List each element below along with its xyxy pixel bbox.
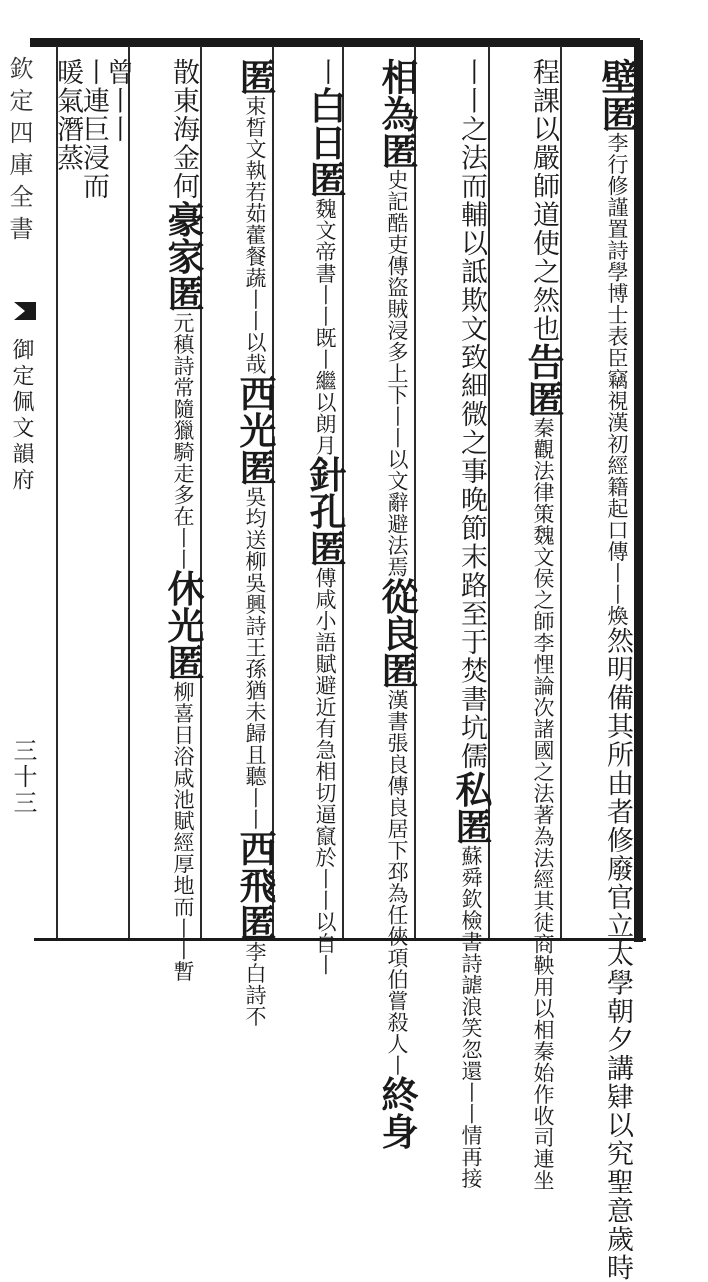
- column-rule: [272, 46, 274, 938]
- text-column-6: [206, 58, 272, 938]
- annotation-note: 傅咸小語賦避近有急相切逼竄於丨丨以自丨: [314, 567, 336, 976]
- entry-headword: 匿: [233, 58, 277, 95]
- annotation-note: 李行修謹置詩學博士表臣竊視漢初經籍起口傳丨丨煥: [606, 132, 628, 627]
- text-column-7: [134, 58, 200, 938]
- column-rule: [414, 46, 416, 938]
- entry-headword: 西飛匿: [233, 830, 277, 941]
- column-rule: [200, 46, 202, 938]
- annotation-note: 吳均送柳吳興詩王孫猶未歸且聽丨丨: [244, 486, 266, 830]
- entry-headword: 壁匿: [595, 58, 639, 132]
- body-text: 丨丨之法而輔以詆欺文致細微之事晚節末路至于焚書坑儒: [456, 58, 487, 771]
- text-column-8: [108, 58, 134, 938]
- body-text: 丨連巨浸而: [78, 58, 109, 201]
- annotation-note: 秦觀法律策魏文侯之師李悝論次諸國之法著為法經其徒商鞅用以相秦始作收司連坐: [532, 417, 554, 1191]
- entry-headword: 告匿: [521, 343, 565, 417]
- frame-top-rule: [30, 38, 640, 47]
- body-text: 然明備其所由者修廢官立太學朝夕講肄以究聖意歲時: [602, 627, 633, 1282]
- frame-right-rule: [634, 40, 643, 942]
- body-text: 暖氣潛蒸: [52, 58, 83, 172]
- entry-headword: 終身: [375, 1076, 419, 1150]
- entry-headword: 西光匿: [233, 375, 277, 486]
- text-column-3: [420, 58, 488, 938]
- annotation-note: 史記酷吏傳盜賊浸多上下丨丨以文辭避法焉: [386, 169, 408, 578]
- text-column-2: [494, 58, 560, 938]
- annotation-note: 蘇舜欽檢書詩謔浪笑忽還丨丨情再接: [460, 845, 482, 1189]
- margin-book-title: 御定佩文韻府: [6, 338, 37, 494]
- annotation-note: 元稹詩常隨獵騎走多在丨丨: [172, 312, 194, 570]
- entry-headword: 相為匿: [375, 58, 419, 169]
- entry-headword: 私匿: [449, 771, 493, 845]
- annotation-note: 柳喜日浴咸池賦經厚地而丨丨暫: [172, 681, 194, 982]
- text-column-9: [84, 58, 110, 938]
- annotation-note: 漢書張良傳良居下邳為任俠項伯嘗殺人丨: [386, 689, 408, 1076]
- entry-headword: 針孔匿: [303, 456, 347, 567]
- body-text: 程課以嚴師道使之然也: [528, 58, 559, 343]
- entry-headword: 休光匿: [161, 570, 205, 681]
- annotation-note: 魏文帝書丨丨既丨繼以朗月: [314, 198, 336, 456]
- column-rule: [560, 46, 562, 938]
- margin-page-number: 三十三: [6, 738, 41, 816]
- annotation-note: 束晳文執若茹藿餐蔬丨丨以哉: [244, 95, 266, 375]
- entry-headword: 從良匿: [375, 578, 419, 689]
- body-text: 曾丨丨: [102, 58, 133, 144]
- entry-headword: 白日匿: [303, 87, 347, 198]
- annotation-note: 李白詩不: [244, 941, 266, 1027]
- text-column-1: [566, 58, 634, 938]
- body-text: 丨: [310, 58, 341, 87]
- fish-tail-icon: [14, 302, 36, 320]
- text-column-10: [58, 58, 84, 938]
- text-column-4: [348, 58, 414, 938]
- text-column-5: [278, 58, 342, 938]
- entry-headword: 豪家匿: [161, 201, 205, 312]
- body-text: 散東海金何: [168, 58, 199, 201]
- margin-collection-title: 欽定四庫全書: [2, 56, 37, 248]
